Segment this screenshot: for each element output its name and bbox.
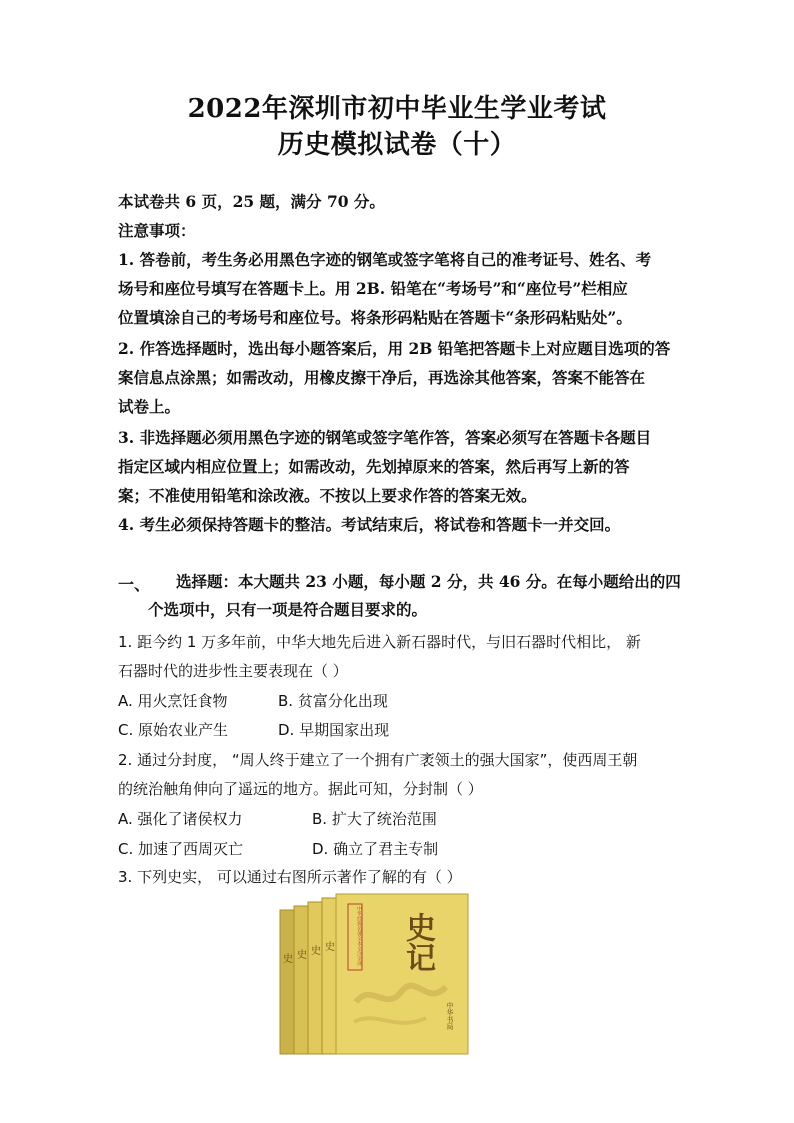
exam-title: 2022年深圳市初中毕业生学业考试 bbox=[187, 94, 607, 124]
question-1-option-b: B. 贫富分化出现 bbox=[278, 692, 388, 710]
question-2-stem: 2. 通过分封度， “周人终于建立了一个拥有广袤领土的强大国家”，使西周王朝 bbox=[118, 751, 638, 769]
notice-line: 位置填涂自己的考场号和座位号。将条形码粘贴在答题卡“条形码粘贴处”。 bbox=[118, 308, 632, 327]
exam-intro: 本试卷共 6 页，25 题，满分 70 分。 bbox=[118, 192, 385, 211]
book-cover-title: 史记 bbox=[400, 912, 435, 972]
notice-line: 指定区域内相应位置上；如需改动，先划掉原来的答案，然后再写上新的答 bbox=[118, 457, 630, 476]
notice-line: 试卷上。 bbox=[118, 397, 181, 416]
question-2-option-c: C. 加速了西周灭亡 bbox=[118, 840, 244, 858]
question-2-stem-cont: 的统治触角伸向了遥远的地方。据此可知，分封制（ ） bbox=[118, 780, 483, 798]
section-heading: 选择题：本大题共 23 小题，每小题 2 分，共 46 分。在每小题给出的四 bbox=[176, 572, 681, 591]
question-1-option-d: D. 早期国家出现 bbox=[278, 721, 390, 739]
question-1-option-c: C. 原始农业产生 bbox=[118, 721, 229, 739]
notice-line: 场号和座位号填写在答题卡上。用 2B. 铅笔在“考场号”和“座位号”栏相应 bbox=[118, 279, 628, 298]
book-series-label: 中华经典名著全本全注全译 bbox=[356, 906, 362, 966]
notice-line: 3. 非选择题必须用黑色字迹的钢笔或签字笔作答，答案必须写在答题卡各题目 bbox=[118, 428, 652, 447]
question-1-stem-cont: 石器时代的进步性主要表现在（ ） bbox=[118, 662, 348, 680]
shiji-books-image bbox=[276, 892, 472, 1056]
svg-text:史: 史 bbox=[325, 942, 335, 953]
notice-line: 2. 作答选择题时，选出每小题答案后，用 2B 铅笔把答题卡上对应题目选项的答 bbox=[118, 339, 671, 358]
notice-line: 案信息点涂黑；如需改动，用橡皮擦干净后，再选涂其他答案，答案不能答在 bbox=[118, 368, 646, 387]
question-2-option-a: A. 强化了诸侯权力 bbox=[118, 810, 243, 828]
question-2-option-b: B. 扩大了统治范围 bbox=[312, 810, 437, 828]
exam-subtitle: 历史模拟试卷（十） bbox=[277, 130, 517, 160]
svg-text:史: 史 bbox=[283, 954, 293, 965]
question-1-option-a: A. 用火烹饪食物 bbox=[118, 692, 228, 710]
question-2-option-d: D. 确立了君主专制 bbox=[312, 840, 439, 858]
svg-text:史: 史 bbox=[297, 950, 307, 961]
section-heading-cont: 个选项中，只有一项是符合题目要求的。 bbox=[148, 600, 428, 619]
section-number: 一、 bbox=[118, 575, 151, 594]
book-publisher: 中华书局 bbox=[446, 1002, 454, 1030]
notice-heading: 注意事项： bbox=[118, 221, 196, 240]
notice-line: 案；不准使用铅笔和涂改液。不按以上要求作答的答案无效。 bbox=[118, 486, 537, 505]
question-1-stem: 1. 距今约 1 万多年前，中华大地先后进入新石器时代，与旧石器时代相比， 新 bbox=[118, 633, 641, 651]
svg-text:史: 史 bbox=[311, 946, 321, 957]
question-3-stem: 3. 下列史实， 可以通过右图所示著作了解的有（ ） bbox=[118, 868, 462, 886]
notice-line: 1. 答卷前，考生务必用黑色字迹的钢笔或签字笔将自己的准考证号、姓名、考 bbox=[118, 250, 652, 269]
notice-line: 4. 考生必须保持答题卡的整洁。考试结束后，将试卷和答题卡一并交回。 bbox=[118, 515, 621, 534]
